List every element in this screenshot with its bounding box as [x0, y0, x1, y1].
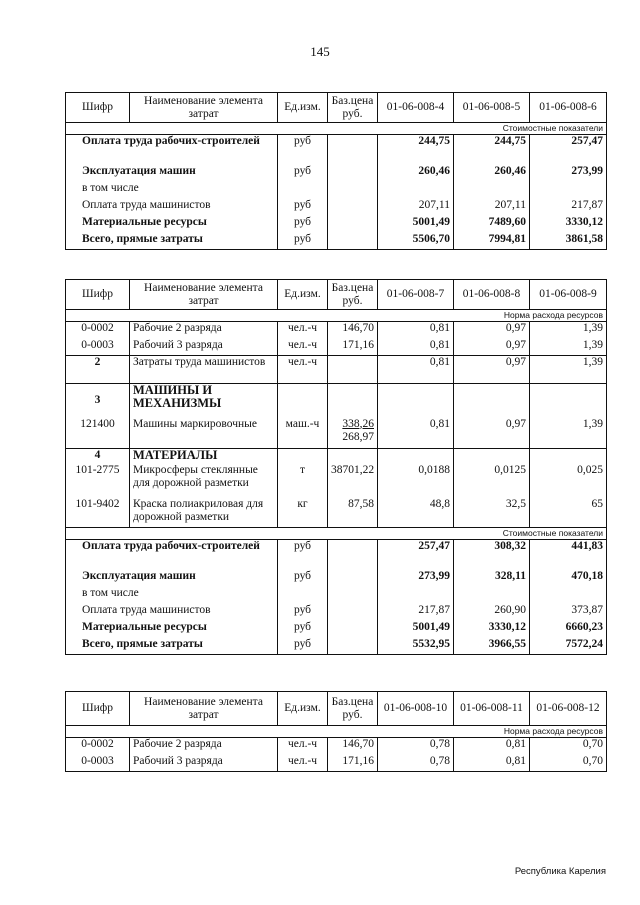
header-name: Наименование элемента затрат [130, 280, 278, 310]
header-unit: Ед.изм. [278, 93, 328, 123]
table-row: Оплата труда машинистов руб 207,11 207,11 217,87 [66, 199, 607, 216]
table-row: 101-2775 Микросферы стеклянные для дорожной разметки т 38701,22 0,0188 0,0125 0,025 [66, 464, 607, 494]
header-code: Шифр [66, 280, 130, 310]
table-row: Всего, прямые затраты руб 5506,70 7994,81 3861,58 [66, 233, 607, 250]
header-code: Шифр [66, 93, 130, 123]
subheader: Норма расхода ресурсов [66, 310, 607, 322]
cost-table-2 [65, 279, 607, 655]
table-row: Всего, прямые затраты руб 5532,95 3966,55 7572,24 [66, 638, 607, 655]
table-row: 0-0002 Рабочие 2 разряда чел.-ч 146,70 0,81 0,97 1,39 [66, 322, 607, 339]
header-base-price: Баз.цена руб. [328, 93, 378, 123]
header-name: Наименование элемента затрат [130, 93, 278, 123]
page-number: 145 [310, 44, 330, 59]
table-row: в том числе [66, 182, 607, 199]
table-row: Оплата труда рабочих-строителей руб 244,75 244,75 257,47 [66, 135, 607, 165]
header-col-3: 01-06-008-12 [530, 692, 607, 726]
table-row: Эксплуатация машин руб 273,99 328,11 470,18 [66, 570, 607, 587]
header-col-1: 01-06-008-7 [378, 280, 454, 310]
table-row: Оплата труда рабочих-строителей руб 257,47 308,32 441,83 [66, 540, 607, 570]
header-base-price: Баз.цена руб. [328, 692, 378, 726]
header-name: Наименование элемента затрат [130, 692, 278, 726]
header-col-3: 01-06-008-9 [530, 280, 607, 310]
header-unit: Ед.изм. [278, 692, 328, 726]
subheader: Стоимостные показатели [66, 528, 607, 540]
header-unit: Ед.изм. [278, 280, 328, 310]
header-col-1: 01-06-008-10 [378, 692, 454, 726]
table-row: 0-0003 Рабочий 3 разряда чел.-ч 171,16 0,78 0,81 0,70 [66, 755, 607, 772]
table-row: 101-9402 Краска полиакриловая для дорожной разметки кг 87,58 48,8 32,5 65 [66, 494, 607, 528]
table-row: 0-0002 Рабочие 2 разряда чел.-ч 146,70 0,78 0,81 0,70 [66, 738, 607, 755]
table-row: 121400 Машины маркировочные маш.-ч 338,26 268,97 0,81 0,97 1,39 [66, 418, 607, 449]
section-header: 3 МАШИНЫ И МЕХАНИЗМЫ [66, 384, 607, 418]
table-row: в том числе [66, 587, 607, 604]
table-row: Оплата труда машинистов руб 217,87 260,90 373,87 [66, 604, 607, 621]
header-col-1: 01-06-008-4 [378, 93, 454, 123]
section-header: 4 МАТЕРИАЛЫ [66, 449, 607, 464]
subheader: Стоимостные показатели [66, 123, 607, 135]
table-row: Эксплуатация машин руб 260,46 260,46 273,99 [66, 165, 607, 182]
cost-table-1 [65, 92, 607, 250]
subheader: Норма расхода ресурсов [66, 726, 607, 738]
header-code: Шифр [66, 692, 130, 726]
table-row: 0-0003 Рабочий 3 разряда чел.-ч 171,16 0,81 0,97 1,39 [66, 339, 607, 356]
header-col-2: 01-06-008-5 [454, 93, 530, 123]
header-base-price: Баз.цена руб. [328, 280, 378, 310]
footer-region: Республика Карелия [514, 866, 606, 877]
table-row: 2 Затраты труда машинистов чел.-ч 0,81 0,97 1,39 [66, 356, 607, 384]
header-col-3: 01-06-008-6 [530, 93, 607, 123]
header-col-2: 01-06-008-8 [454, 280, 530, 310]
header-col-2: 01-06-008-11 [454, 692, 530, 726]
table-row: Материальные ресурсы руб 5001,49 7489,60 3330,12 [66, 216, 607, 233]
cost-table-3 [65, 691, 607, 772]
table-row: Материальные ресурсы руб 5001,49 3330,12 6660,23 [66, 621, 607, 638]
